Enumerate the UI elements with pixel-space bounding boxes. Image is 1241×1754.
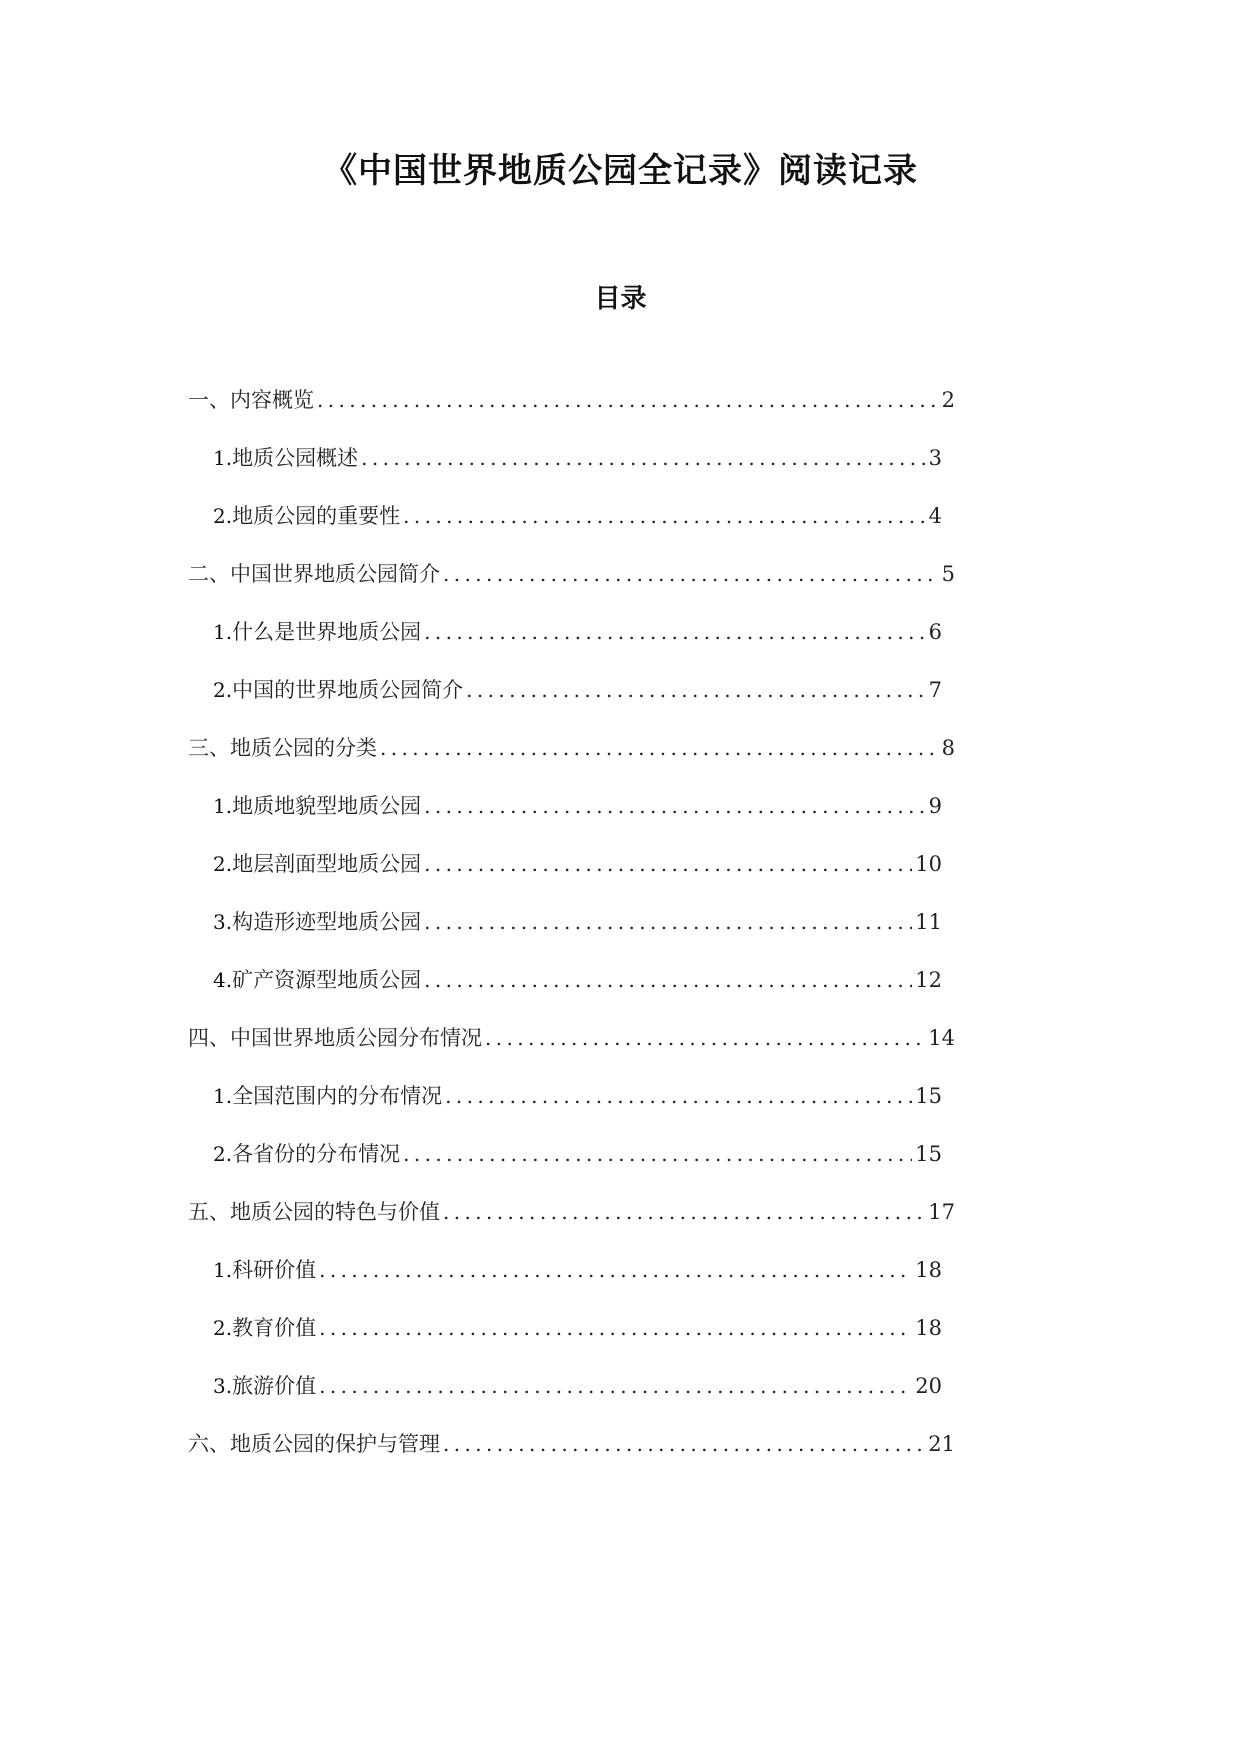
- toc-leader-dots: [361, 438, 926, 478]
- toc-leader-dots: [485, 1018, 925, 1058]
- toc-entry-label: 五、地质公园的特色与价值: [188, 1200, 440, 1224]
- document-title: 《中国世界地质公园全记录》阅读记录: [323, 151, 918, 191]
- toc-entry[interactable]: [213, 1076, 942, 1116]
- toc-entry-label: 一、内容概览: [188, 388, 314, 412]
- toc-entry-number: 3.: [213, 910, 233, 934]
- toc-entry-number: 1.: [213, 446, 233, 470]
- toc-entry-label: 旅游价值: [232, 1374, 317, 1398]
- toc-entry-label: 地质地貌型地质公园: [232, 794, 422, 818]
- toc-entry[interactable]: [188, 1192, 955, 1232]
- toc-entry-page: 12: [915, 968, 942, 992]
- toc-heading: 目录: [594, 284, 647, 314]
- toc-leader-dots: [443, 554, 939, 594]
- toc-leader-dots: [445, 1076, 912, 1116]
- toc-entry-number: 2.: [213, 678, 233, 702]
- toc-entry-label: 二、中国世界地质公园简介: [188, 562, 440, 586]
- toc-entry-label: 四、中国世界地质公园分布情况: [188, 1026, 482, 1050]
- toc-leader-dots: [380, 728, 939, 768]
- toc-entry-page: 15: [915, 1084, 942, 1108]
- toc-entry-label: 教育价值: [232, 1316, 317, 1340]
- toc-leader-dots: [403, 496, 926, 536]
- toc-entry[interactable]: [213, 496, 942, 536]
- toc-entry[interactable]: [213, 902, 942, 942]
- toc-leader-dots: [317, 380, 939, 420]
- toc-entry-page: 15: [915, 1142, 942, 1166]
- toc-entry[interactable]: [213, 786, 942, 826]
- toc-leader-dots: [319, 1250, 912, 1290]
- toc-entry[interactable]: [213, 438, 942, 478]
- toc-entry-label: 地质公园的重要性: [232, 504, 401, 528]
- toc-entry-number: 1.: [213, 794, 233, 818]
- toc-entry-number: 4.: [213, 968, 233, 992]
- toc-entry-label: 构造形迹型地质公园: [232, 910, 422, 934]
- toc-leader-dots: [424, 786, 926, 826]
- toc-entry[interactable]: [213, 960, 942, 1000]
- toc-entry-page: 8: [941, 736, 955, 760]
- toc-entry-label: 地层剖面型地质公园: [232, 852, 422, 876]
- toc-entry-label: 三、地质公园的分类: [188, 736, 377, 760]
- toc-entry[interactable]: [188, 728, 955, 768]
- toc-entry-number: 2.: [213, 1316, 233, 1340]
- toc-entry[interactable]: [188, 380, 955, 420]
- toc-leader-dots: [443, 1424, 925, 1464]
- toc-entry-label: 矿产资源型地质公园: [232, 968, 422, 992]
- toc-entry[interactable]: [213, 844, 942, 884]
- toc-entry-page: 11: [915, 910, 942, 934]
- toc-leader-dots: [424, 612, 926, 652]
- toc-entry-page: 5: [941, 562, 955, 586]
- toc-entry[interactable]: [213, 1134, 942, 1174]
- toc-entry[interactable]: [213, 1250, 942, 1290]
- toc-entry[interactable]: [213, 612, 942, 652]
- toc-entry-page: 3: [928, 446, 942, 470]
- toc-entry-label: 各省份的分布情况: [232, 1142, 401, 1166]
- toc-entry-label: 六、地质公园的保护与管理: [188, 1432, 440, 1456]
- toc-entry-label: 地质公园概述: [232, 446, 359, 470]
- toc-entry-label: 什么是世界地质公园: [232, 620, 422, 644]
- toc-entry-number: 1.: [213, 620, 233, 644]
- toc-entry-page: 17: [928, 1200, 955, 1224]
- toc-entry-page: 2: [941, 388, 955, 412]
- toc-entry-number: 3.: [213, 1374, 233, 1398]
- toc-entry[interactable]: [213, 670, 942, 710]
- toc-entry-number: 1.: [213, 1084, 233, 1108]
- toc-entry-page: 14: [928, 1026, 955, 1050]
- toc-entry-page: 18: [915, 1316, 942, 1340]
- toc-leader-dots: [466, 670, 926, 710]
- toc-entry-label: 科研价值: [232, 1258, 317, 1282]
- toc-entry-page: 10: [915, 852, 942, 876]
- toc-entry[interactable]: [213, 1308, 942, 1348]
- toc-leader-dots: [424, 902, 912, 942]
- toc-entry-number: 1.: [213, 1258, 233, 1282]
- toc-entry-page: 18: [915, 1258, 942, 1282]
- toc-leader-dots: [443, 1192, 925, 1232]
- toc-entry-number: 2.: [213, 852, 233, 876]
- toc-entry[interactable]: [188, 554, 955, 594]
- toc-leader-dots: [319, 1308, 912, 1348]
- toc-leader-dots: [403, 1134, 912, 1174]
- toc-entry-label: 中国的世界地质公园简介: [232, 678, 464, 702]
- toc-entry[interactable]: [213, 1366, 942, 1406]
- toc-entry-label: 全国范围内的分布情况: [232, 1084, 443, 1108]
- toc-entry-page: 7: [928, 678, 942, 702]
- toc-leader-dots: [319, 1366, 912, 1406]
- toc-entry-number: 2.: [213, 1142, 233, 1166]
- toc-entry-number: 2.: [213, 504, 233, 528]
- toc-entry-page: 9: [928, 794, 942, 818]
- toc-entry-page: 4: [928, 504, 942, 528]
- toc-entry[interactable]: [188, 1018, 955, 1058]
- toc-entry-page: 21: [928, 1432, 955, 1456]
- toc-entry-page: 20: [915, 1374, 942, 1398]
- toc-leader-dots: [424, 960, 912, 1000]
- toc-leader-dots: [424, 844, 912, 884]
- toc-entry-page: 6: [928, 620, 942, 644]
- toc-entry[interactable]: [188, 1424, 955, 1464]
